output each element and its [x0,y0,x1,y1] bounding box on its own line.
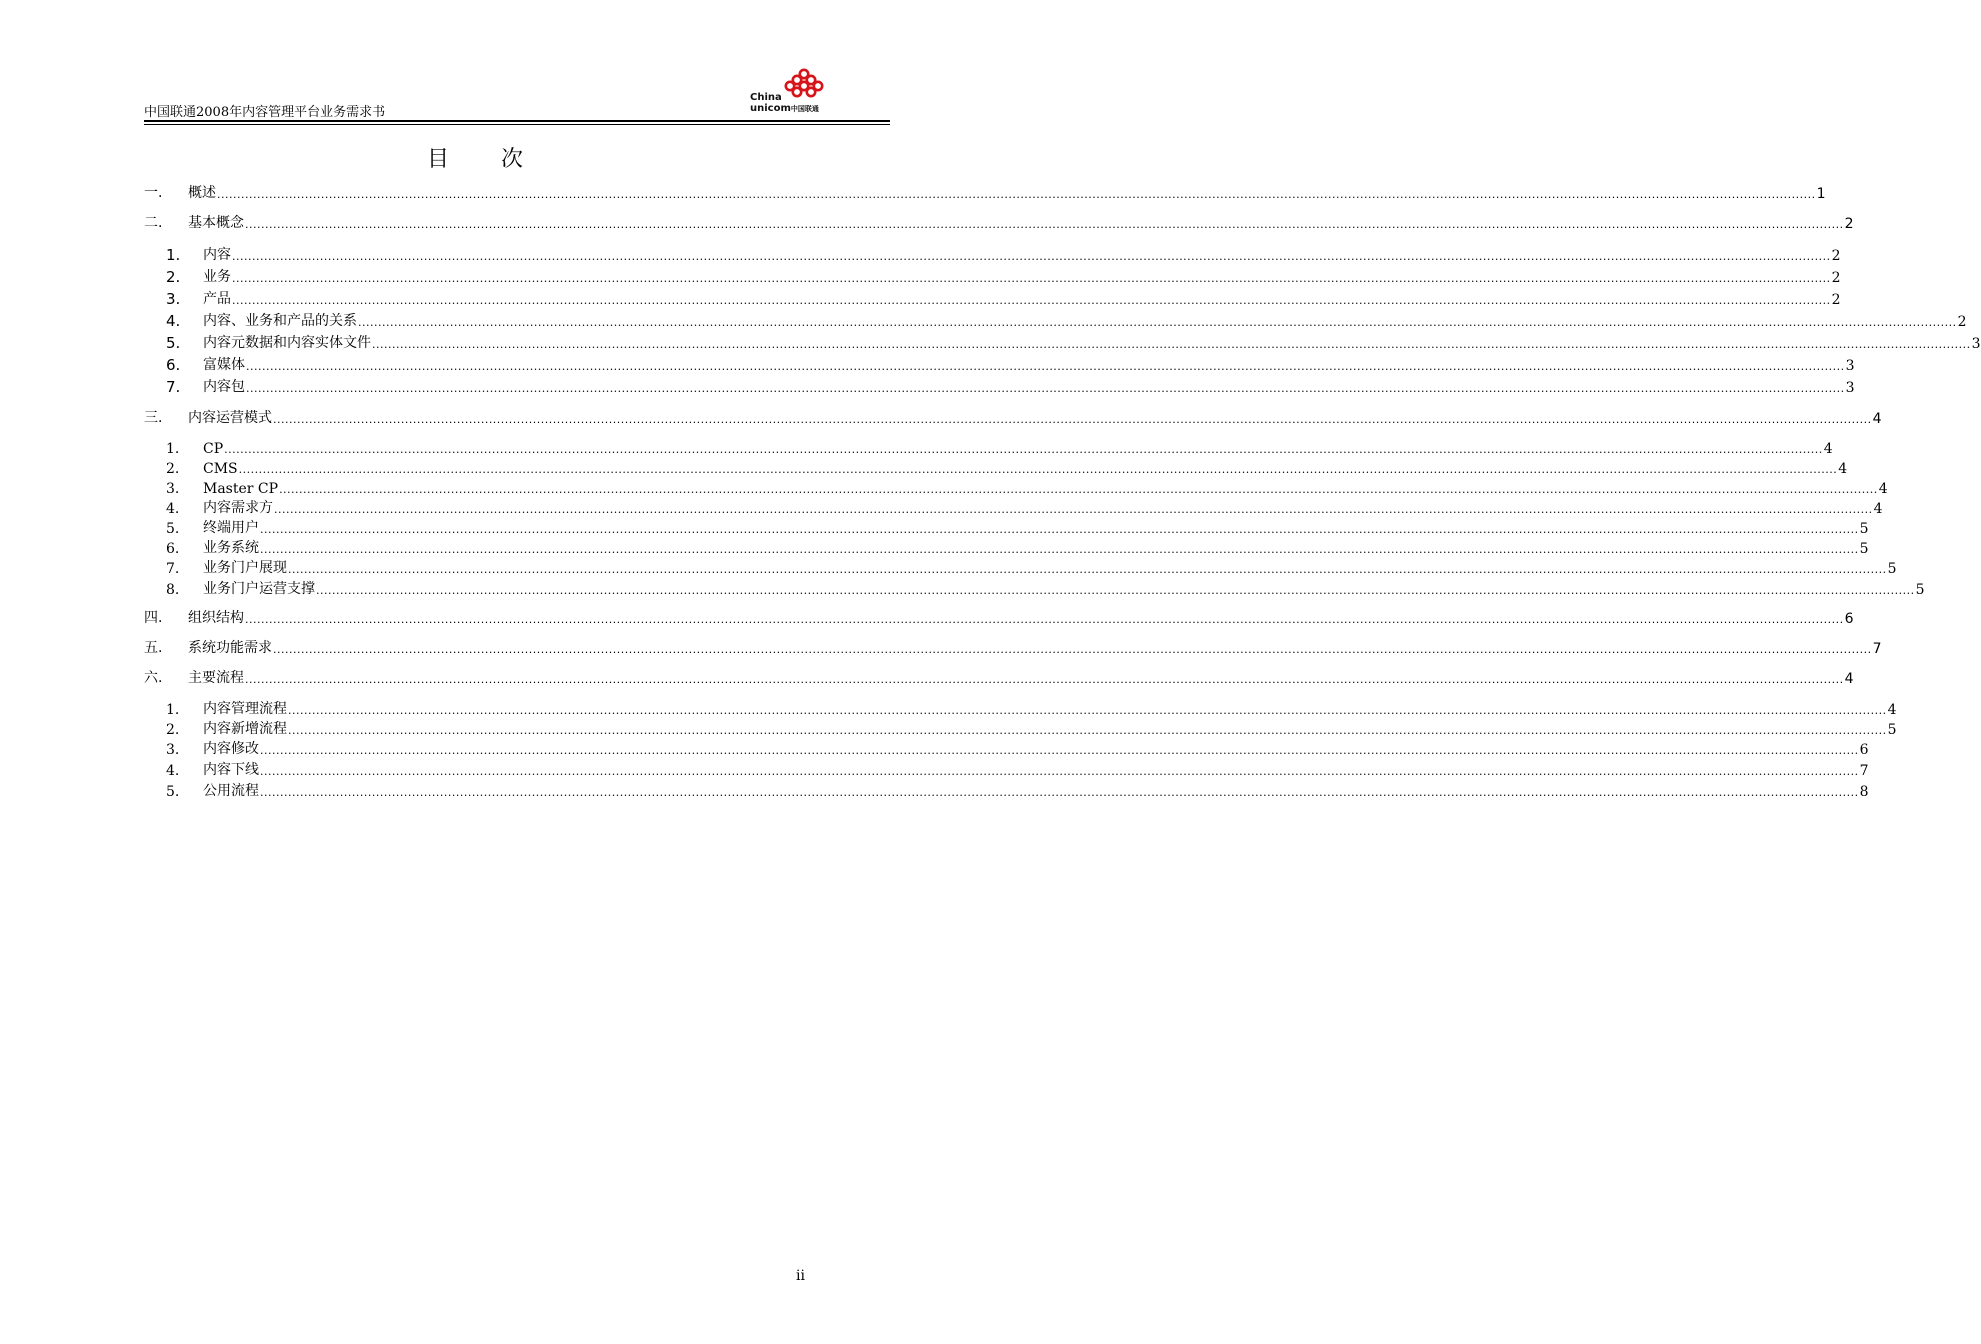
toc-entry-label: Master CP [203,481,279,497]
toc-entry[interactable] [144,517,1869,537]
toc-entry-label: 概述 [188,185,216,201]
toc-entry[interactable] [144,332,1981,352]
toc-entry[interactable] [144,212,1854,232]
toc-dot-leader: ................................................................................................................................................................................................................................................................................................................................................................................................................ [217,188,1816,201]
toc-entry-page: 4 [1838,461,1848,477]
toc-entry-page: 6 [1859,742,1869,758]
toc-entry-page: 2 [1831,248,1841,264]
toc-entry-page: 4 [1887,702,1897,718]
toc-entry-page: 5 [1887,561,1897,577]
toc-dot-leader: ................................................................................................................................................................................................................................................................................................................................................................................................................ [316,584,1915,597]
page-header [144,68,890,124]
toc-dot-leader: ................................................................................................................................................................................................................................................................................................................................................................................................................ [232,250,1831,263]
toc-entry-page: 3 [1845,380,1855,396]
toc-entry-label: 内容、业务和产品的关系 [203,313,357,329]
toc-entry-number: 6. [166,356,181,374]
header-rule-thin [144,124,890,125]
toc-entry-number: 三. [144,410,163,426]
toc-dot-leader: ................................................................................................................................................................................................................................................................................................................................................................................................................ [273,643,1872,656]
toc-entry[interactable] [144,738,1869,758]
toc-title-char-2: 次 [501,147,524,172]
toc-entry-number: 8. [166,582,180,598]
toc-entry[interactable] [144,537,1869,557]
toc-entry-page: 4 [1872,411,1882,427]
toc-dot-leader: ................................................................................................................................................................................................................................................................................................................................................................................................................ [372,338,1971,351]
toc-entry[interactable] [144,182,1826,202]
toc-entry-page: 4 [1873,501,1883,517]
toc-dot-leader: ................................................................................................................................................................................................................................................................................................................................................................................................................ [245,218,1844,231]
toc-entry-label: 业务门户展现 [203,560,287,576]
toc-entry-number: 3. [166,742,180,758]
toc-entry-page: 6 [1844,611,1854,627]
china-unicom-logo [750,68,830,116]
toc-dot-leader: ................................................................................................................................................................................................................................................................................................................................................................................................................ [279,483,1878,496]
toc-entry-number: 五. [144,640,163,656]
toc-entry-page: 3 [1971,336,1981,352]
toc-entry-number: 5. [166,784,180,800]
toc-entry-page: 2 [1831,270,1841,286]
toc-entry[interactable] [144,266,1841,286]
toc-entry-number: 7. [166,561,180,577]
toc-entry[interactable] [144,780,1869,800]
toc-entry-page: 5 [1915,582,1925,598]
toc-entry-number: 四. [144,610,163,626]
toc-entry-label: 业务 [203,269,231,285]
toc-dot-leader: ................................................................................................................................................................................................................................................................................................................................................................................................................ [260,744,1859,757]
toc-entry-number: 六. [144,670,163,686]
toc-dot-leader: ................................................................................................................................................................................................................................................................................................................................................................................................................ [273,413,1872,426]
toc-entry-label: 内容包 [203,379,245,395]
toc-entry-number: 二. [144,215,163,231]
toc-entry-number: 一. [144,185,163,201]
toc-entry-label: 系统功能需求 [188,640,272,656]
toc-entry[interactable] [144,288,1841,308]
toc-entry-label: 基本概念 [188,215,244,231]
toc-entry-label: 内容修改 [203,741,259,757]
logo-wordmark [750,92,819,115]
toc-entry-page: 4 [1823,441,1833,457]
toc-dot-leader: ................................................................................................................................................................................................................................................................................................................................................................................................................ [260,786,1859,799]
toc-dot-leader: ................................................................................................................................................................................................................................................................................................................................................................................................................ [260,765,1859,778]
toc-entry[interactable] [144,578,1925,598]
toc-entry-page: 3 [1845,358,1855,374]
toc-entry-number: 4. [166,763,180,779]
toc-entry-label: 组织结构 [188,610,244,626]
toc-entry-page: 8 [1859,784,1869,800]
toc-entry-number: 6. [166,541,180,557]
toc-entry-label: 终端用户 [203,520,259,536]
toc-dot-leader: ................................................................................................................................................................................................................................................................................................................................................................................................................ [274,503,1873,516]
toc-entry-label: 业务系统 [203,540,259,556]
toc-entry-number: 5. [166,334,181,352]
toc-entry-number: 4. [166,501,180,517]
toc-entry-label: 公用流程 [203,783,259,799]
header-rule [144,120,890,122]
toc-entry-label: 产品 [203,291,231,307]
toc-entry-number: 3. [166,290,181,308]
toc-dot-leader: ................................................................................................................................................................................................................................................................................................................................................................................................................ [288,704,1887,717]
header-title: 中国联通2008年内容管理平台业务需求书 [144,105,386,120]
toc-entry-page: 2 [1957,314,1967,330]
toc-entry-page: 5 [1859,541,1869,557]
toc-entry[interactable] [144,557,1897,577]
toc-entry-label: 内容管理流程 [203,701,287,717]
toc-entry-page: 7 [1859,763,1869,779]
toc-entry[interactable] [144,407,1882,427]
toc-entry-label: 内容下线 [203,762,259,778]
toc-entry[interactable] [144,354,1855,374]
toc-entry-number: 1. [166,246,181,264]
toc-title [0,142,950,173]
toc-entry[interactable] [144,667,1854,687]
toc-entry-page: 2 [1831,292,1841,308]
toc-entry-label: 内容 [203,247,231,263]
toc-entry-number: 4. [166,312,181,330]
toc-dot-leader: ................................................................................................................................................................................................................................................................................................................................................................................................................ [288,563,1887,576]
page-number: ii [796,1268,805,1284]
toc-dot-leader: ................................................................................................................................................................................................................................................................................................................................................................................................................ [246,360,1845,373]
toc-entry-label: 内容元数据和内容实体文件 [203,335,371,351]
logo-line-unicom: unicom [750,103,791,114]
toc-entry-label: CMS [203,461,238,477]
toc-entry[interactable] [144,376,1855,396]
toc-entry-number: 2. [166,461,180,477]
toc-entry-label: 富媒体 [203,357,245,373]
toc-entry-page: 2 [1844,216,1854,232]
toc-entry-label: 主要流程 [188,670,244,686]
toc-entry[interactable] [144,637,1882,657]
toc-entry-label: 内容需求方 [203,500,273,516]
toc-entry[interactable] [144,457,1848,477]
toc-dot-leader: ................................................................................................................................................................................................................................................................................................................................................................................................................ [238,463,1838,476]
toc-dot-leader: ................................................................................................................................................................................................................................................................................................................................................................................................................ [288,724,1887,737]
toc-entry[interactable] [144,607,1854,627]
toc-dot-leader: ................................................................................................................................................................................................................................................................................................................................................................................................................ [260,523,1859,536]
toc-entry-label: CP [203,441,224,457]
toc-entry-label: 内容运营模式 [188,410,272,426]
toc-entry[interactable] [144,497,1883,517]
toc-entry[interactable] [144,310,1967,330]
logo-line-china: China [750,92,782,103]
toc-entry-page: 5 [1887,722,1897,738]
toc-entry-page: 1 [1816,186,1826,202]
toc-entry-number: 3. [166,481,180,497]
toc-entry-number: 7. [166,378,181,396]
toc-entry-label: 内容新增流程 [203,721,287,737]
toc-entry-number: 5. [166,521,180,537]
toc-entry[interactable] [144,244,1841,264]
toc-entry-label: 业务门户运营支撑 [203,581,315,597]
toc-entry[interactable] [144,477,1888,497]
toc-dot-leader: ................................................................................................................................................................................................................................................................................................................................................................................................................ [260,543,1859,556]
toc-entry-number: 2. [166,268,181,286]
toc-entry-number: 1. [166,441,180,457]
toc-entry[interactable] [144,759,1869,779]
toc-dot-leader: ................................................................................................................................................................................................................................................................................................................................................................................................................ [245,613,1844,626]
toc-title-char-1: 目 [426,147,449,172]
logo-chinese: 中国联通 [790,105,819,113]
toc-dot-leader: ................................................................................................................................................................................................................................................................................................................................................................................................................ [224,443,1823,456]
toc-dot-leader: ................................................................................................................................................................................................................................................................................................................................................................................................................ [246,382,1845,395]
toc-dot-leader: ................................................................................................................................................................................................................................................................................................................................................................................................................ [232,272,1831,285]
toc-entry[interactable] [144,698,1897,718]
toc-entry-number: 1. [166,702,180,718]
toc-dot-leader: ................................................................................................................................................................................................................................................................................................................................................................................................................ [358,316,1957,329]
toc-entry[interactable] [144,718,1897,738]
toc-dot-leader: ................................................................................................................................................................................................................................................................................................................................................................................................................ [232,294,1831,307]
toc-entry-page: 4 [1878,481,1888,497]
toc-entry[interactable] [144,437,1833,457]
toc-entry-number: 2. [166,722,180,738]
toc-entry-page: 5 [1859,521,1869,537]
toc-entry-page: 7 [1872,641,1882,657]
toc-dot-leader: ................................................................................................................................................................................................................................................................................................................................................................................................................ [245,673,1844,686]
toc-entry-page: 4 [1844,671,1854,687]
